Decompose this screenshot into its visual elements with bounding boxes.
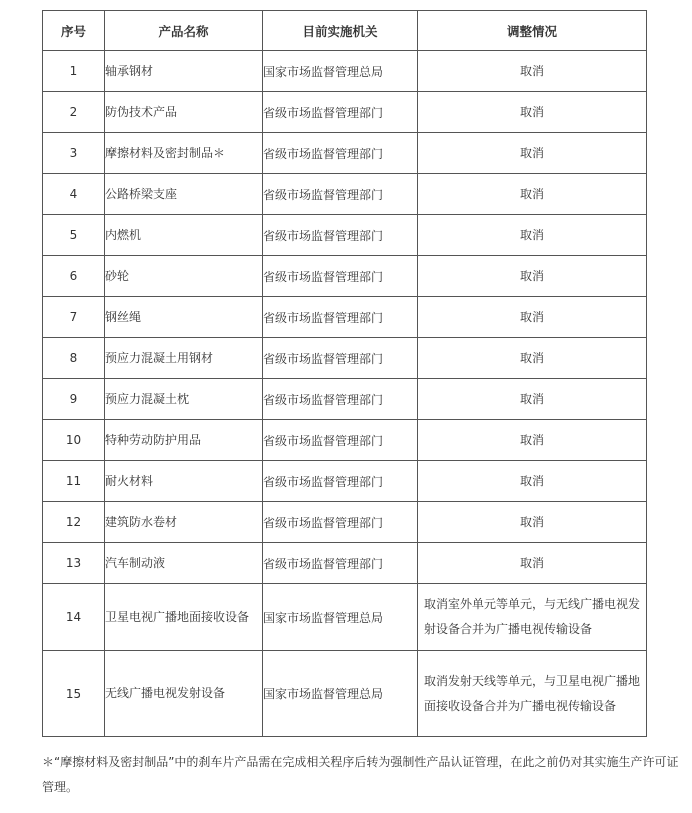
table-row xyxy=(43,461,647,502)
row-product-name: 汽车制动液 xyxy=(105,543,263,584)
row-product-name: 防伪技术产品 xyxy=(105,92,263,133)
row-adjustment: 取消 xyxy=(418,92,647,133)
table-row xyxy=(43,215,647,256)
table-row xyxy=(43,92,647,133)
row-product-name: 轴承钢材 xyxy=(105,51,263,92)
row-no: 2 xyxy=(43,92,105,133)
row-no: 7 xyxy=(43,297,105,338)
row-adjustment: 取消 xyxy=(418,461,647,502)
row-product-name: 建筑防水卷材 xyxy=(105,502,263,543)
row-no: 9 xyxy=(43,379,105,420)
row-adjustment: 取消 xyxy=(418,174,647,215)
row-adjustment: 取消 xyxy=(418,543,647,584)
row-agency: 省级市场监督管理部门 xyxy=(263,420,418,461)
row-no: 10 xyxy=(43,420,105,461)
row-adjustment: 取消 xyxy=(418,256,647,297)
row-adjustment: 取消 xyxy=(418,133,647,174)
row-product-name: 预应力混凝土用钢材 xyxy=(105,338,263,379)
row-adjustment: 取消 xyxy=(418,420,647,461)
row-adjustment: 取消室外单元等单元，与无线广播电视发射设备合并为广播电视传输设备 xyxy=(418,584,647,651)
row-product-name: 预应力混凝土枕 xyxy=(105,379,263,420)
row-agency: 省级市场监督管理部门 xyxy=(263,92,418,133)
row-no: 12 xyxy=(43,502,105,543)
row-agency: 省级市场监督管理部门 xyxy=(263,297,418,338)
row-no: 13 xyxy=(43,543,105,584)
row-agency: 省级市场监督管理部门 xyxy=(263,543,418,584)
row-product-name: 耐火材料 xyxy=(105,461,263,502)
row-agency: 省级市场监督管理部门 xyxy=(263,256,418,297)
table-row xyxy=(43,502,647,543)
table-row xyxy=(43,379,647,420)
row-no: 6 xyxy=(43,256,105,297)
table-header-row xyxy=(43,11,647,51)
row-product-name: 特种劳动防护用品 xyxy=(105,420,263,461)
row-agency: 省级市场监督管理部门 xyxy=(263,461,418,502)
table-row xyxy=(43,543,647,584)
row-adjustment: 取消 xyxy=(418,297,647,338)
table-row xyxy=(43,51,647,92)
row-no: 5 xyxy=(43,215,105,256)
header-no: 序号 xyxy=(43,11,105,51)
table-row xyxy=(43,256,647,297)
row-no: 8 xyxy=(43,338,105,379)
table-row xyxy=(43,338,647,379)
row-product-name: 无线广播电视发射设备 xyxy=(105,651,263,737)
header-adjustment: 调整情况 xyxy=(418,11,647,51)
row-adjustment: 取消 xyxy=(418,502,647,543)
table-row xyxy=(43,420,647,461)
row-product-name: 内燃机 xyxy=(105,215,263,256)
table-row xyxy=(43,133,647,174)
footnote: ＊“摩擦材料及密封制品”中的刹车片产品需在完成相关程序后转为强制性产品认证管理，在此之前仍对其实施生产许可证管理。 xyxy=(42,755,679,794)
row-adjustment: 取消 xyxy=(418,51,647,92)
row-product-name: 钢丝绳 xyxy=(105,297,263,338)
row-agency: 国家市场监督管理总局 xyxy=(263,51,418,92)
row-product-name: 卫星电视广播地面接收设备 xyxy=(105,584,263,651)
row-agency: 省级市场监督管理部门 xyxy=(263,215,418,256)
row-no: 1 xyxy=(43,51,105,92)
row-no: 15 xyxy=(43,651,105,737)
table-row xyxy=(43,297,647,338)
row-agency: 省级市场监督管理部门 xyxy=(263,174,418,215)
row-agency: 国家市场监督管理总局 xyxy=(263,584,418,651)
row-agency: 省级市场监督管理部门 xyxy=(263,502,418,543)
row-adjustment: 取消 xyxy=(418,379,647,420)
row-adjustment: 取消 xyxy=(418,338,647,379)
row-agency: 国家市场监督管理总局 xyxy=(263,651,418,737)
product-license-table xyxy=(42,10,647,737)
row-product-name: 公路桥梁支座 xyxy=(105,174,263,215)
row-adjustment: 取消发射天线等单元，与卫星电视广播地面接收设备合并为广播电视传输设备 xyxy=(418,651,647,737)
row-agency: 省级市场监督管理部门 xyxy=(263,338,418,379)
row-product-name: 砂轮 xyxy=(105,256,263,297)
row-adjustment: 取消 xyxy=(418,215,647,256)
row-no: 11 xyxy=(43,461,105,502)
row-no: 4 xyxy=(43,174,105,215)
row-no: 3 xyxy=(43,133,105,174)
row-no: 14 xyxy=(43,584,105,651)
row-agency: 省级市场监督管理部门 xyxy=(263,133,418,174)
table-row xyxy=(43,584,647,651)
header-agency: 目前实施机关 xyxy=(263,11,418,51)
row-agency: 省级市场监督管理部门 xyxy=(263,379,418,420)
header-product-name: 产品名称 xyxy=(105,11,263,51)
table-row xyxy=(43,651,647,737)
table-row xyxy=(43,174,647,215)
row-product-name: 摩擦材料及密封制品＊ xyxy=(105,133,263,174)
